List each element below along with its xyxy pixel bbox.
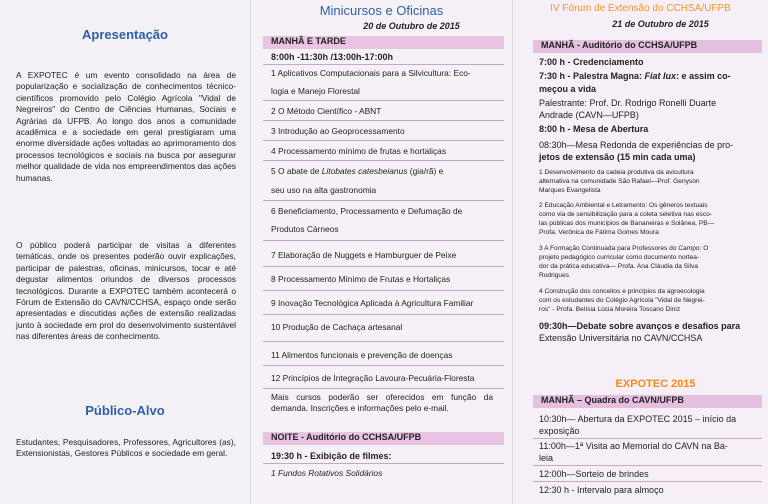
list-item: 9 Inovação Tecnológica Aplicada à Agricultura Familiar [271, 298, 474, 308]
schedule-text: : e assim co- [676, 71, 731, 81]
list-item: 8 Processamento Mínimo de Frutas e Hortaliças [271, 274, 451, 284]
manha-quadra-band: MANHÃ – Quadra do CAVN/UFPB [533, 395, 762, 408]
schedule-line: 8:00 h - Mesa de Abertura [539, 124, 649, 134]
list-item: 2 O Método Científico - ABNT [271, 106, 382, 116]
sub-item: como via de sensibilização para a coleta seletiva nas esco- [539, 211, 712, 218]
noite-band: NOITE - Auditório do CCHSA/UFPB [263, 432, 504, 445]
sub-item: alternativa na comunidade São Rafael—Prof. Genyson [539, 178, 700, 185]
list-item: 4 Processamento mínimo de frutas e hortaliças [271, 146, 447, 156]
schedule-line: 12:30 h - Intervalo para almoço [539, 485, 664, 495]
sub-item: las públicas dos municípios de Bananeiras e Solânea, PB— [539, 220, 715, 227]
schedule-line: jetos de extensão (15 min cada uma) [539, 152, 696, 162]
sub-item: 1 Desenvolvimento da cadeia produtiva da avicultura [539, 169, 694, 176]
schedule-line: exposição [539, 426, 580, 436]
publico-alvo-title: Público-Alvo [85, 403, 165, 418]
sub-item: Rodrigues [539, 272, 570, 279]
schedule-line: 11:00h—1ª Visita ao Memorial do CAVN na Ba- [539, 441, 728, 451]
list-item: 10 Produção de Cachaça artesanal [271, 322, 403, 332]
noite-item: 1 Fundos Rotativos Solidários [271, 468, 383, 478]
minicursos-date: 20 de Outubro de 2015 [363, 21, 460, 31]
schedule-line: 7:00 h - Credenciamento [539, 57, 644, 67]
list-item [271, 166, 443, 176]
schedule-text: 7:30 h - Palestra Magna: [539, 71, 645, 81]
list-item-text: (gia/rã) e [409, 166, 444, 176]
manha-auditorio-band: MANHÃ - Auditório do CCHSA/UFPB [533, 40, 762, 53]
noite-time: 19:30 h - Exibição de filmes: [271, 451, 392, 461]
schedule-line: 08:30h—Mesa Redonda de experiências de pro- [539, 140, 734, 150]
sub-item: Marques Evangelista [539, 187, 601, 194]
list-item: 12 Princípios de Integração Lavoura-Pecuária-Floresta [271, 373, 475, 383]
apresentacao-paragraph-1: A EXPOTEC é um evento consolidado na área de popularização e socialização de conhecimentos técnico-científicos promovido pelo Colégio Agrícola "Vidal de Negreiros" do Centro de Ciências Humanas, Sociais e Agrárias da UFPB. Ao longo dos anos a comunidade acadêmica e a sociedade em geral prestigiaram uma enorme diversidade ações voltadas ao aprimoramento dos processos tecnológicos e sociais na busca por assegurar melhor qualidade de vida nos empreendimentos das ações humanas. [16, 70, 236, 183]
schedule-line: Andrade (CAVN—UFPB) [539, 110, 639, 120]
list-item: 11 Alimentos funcionais e prevenção de doenças [271, 350, 453, 360]
column-forum [512, 0, 768, 504]
schedule-line: leia [539, 453, 554, 463]
sub-item: ros" - Profa. Belísia Lúcia Moreira Toscano Diniz [539, 306, 681, 313]
list-item: 1 Aplicativos Computacionais para a Silvicultura: Eco- [271, 68, 471, 78]
schedule-line: meçou a vida [539, 84, 597, 94]
minicursos-time: 8:00h -11:30h /13:00h-17:00h [271, 52, 394, 62]
minicursos-title: Minicursos e Oficinas [319, 3, 444, 18]
list-item: 6 Beneficiamento, Processamento e Defumação de [271, 206, 463, 216]
schedule-line: Palestrante: Prof. Dr. Rodrigo Ronelli Duarte [539, 98, 717, 108]
list-item: 7 Elaboração de Nuggets e Hamburguer de Peixe [271, 250, 457, 260]
sub-item: 3 A Formação Continuada para Professores do Campo: O [539, 245, 709, 252]
apresentacao-title: Apresentação [82, 27, 168, 42]
sub-item: projeto pedagógico curricular como documento nortea- [539, 254, 700, 261]
sub-item: Profa. Verônica de Fátima Gomes Moura [539, 229, 659, 236]
schedule-line: 10:30h— Abertura da EXPOTEC 2015 – início da [539, 414, 737, 424]
column-apresentacao [0, 0, 250, 504]
column-minicursos [250, 0, 512, 504]
sub-item: dor da prática educativa— Profa. Ana Cláudia da Silva [539, 263, 699, 270]
minicursos-note: Mais cursos poderão ser oferecidos em função da demanda. Inscrições e informações pelo e-mail. [271, 392, 493, 414]
list-item: Produtos Cárneos [271, 224, 339, 234]
list-item-text: 5 O abate de [271, 166, 320, 176]
forum-title: IV Fórum de Extensão do CCHSA/UFPB [550, 3, 731, 14]
publico-alvo-paragraph: Estudantes, Pesquisadores, Professores, Agricultores (as), Extensionistas, Gestores Públicos e sociedade em geral. [16, 437, 236, 459]
schedule-italic: Fiat lux [644, 71, 677, 81]
forum-date: 21 de Outubro de 2015 [612, 19, 709, 29]
schedule-line [539, 71, 731, 81]
manha-tarde-band: MANHÃ E TARDE [263, 36, 504, 49]
sub-item: com os estudantes do Colégio Agrícola "Vidal de Negrei- [539, 297, 705, 304]
schedule-line: 12:00h—Sorteio de brindes [539, 469, 649, 479]
schedule-line: Extensão Universitária no CAVN/CCHSA [539, 333, 703, 343]
schedule-line: 09:30h—Debate sobre avanços e desafios para [539, 321, 741, 331]
species-name: Litobates catesbeianus [321, 166, 408, 176]
sub-item: 4 Construção dos conceitos e princípios da agroecologia [539, 288, 705, 295]
list-item: seu uso na alta gastronomia [271, 185, 377, 195]
expotec-title: EXPOTEC 2015 [615, 378, 696, 390]
apresentacao-paragraph-2: O público poderá participar de visitas a diferentes temáticas, onde os presentes poderão ouvir explicações, participar de palestras, oficinas, minicursos, tocar e até degustar alimentos oriundos de diversos processos tecnológicos. Durante a EXPOTEC também acontecerá o Fórum de Extensão do CAVN/CCHSA, espaço onde serão apresentadas e discutidas ações de extensão realizadas junto à sociedade em prol do desenvolvimento sustentável nas diferentes áreas de conhecimento. [16, 240, 236, 342]
sub-item: 2 Educação Ambiental e Letramento: Os gêneros textuais [539, 202, 708, 209]
list-item: 3 Introdução ao Geoprocessamento [271, 126, 405, 136]
list-item: logia e Manejo Florestal [271, 86, 360, 96]
